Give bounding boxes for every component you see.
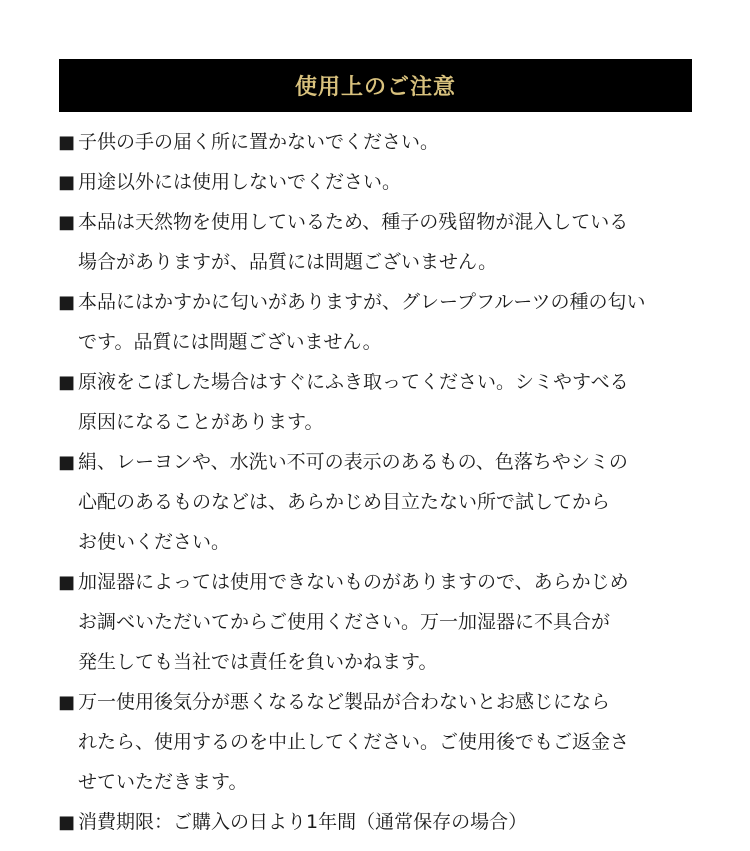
- note-text: 発生しても当社では責任を負いかねます。: [78, 651, 438, 673]
- note-text: 用途以外には使用しないでください。: [78, 171, 402, 193]
- note-text: 子供の手の届く所に置かないでください。: [78, 131, 440, 153]
- square-bullet-icon: ■: [58, 572, 76, 593]
- note-line: [58, 362, 629, 402]
- note-line: [58, 682, 610, 722]
- square-bullet-icon: ■: [58, 372, 76, 393]
- title-banner: [59, 59, 692, 112]
- note-text: 万一使用後気分が悪くなるなど製品が合わないとお感じになら: [78, 691, 611, 713]
- note-line-continued: [58, 242, 497, 282]
- note-text: 絹、レーヨンや、水洗い不可の表示のあるもの、色落ちやシミの: [78, 451, 628, 473]
- note-text: せていただきます。: [78, 771, 248, 793]
- note-text: お使いください。: [78, 531, 231, 553]
- note-text: 消費期限：ご購入の日より1年間（通常保存の場合）: [78, 811, 528, 833]
- note-text: 心配のあるものなどは、あらかじめ目立たない所で試してから: [78, 491, 611, 513]
- square-bullet-icon: ■: [58, 132, 76, 153]
- note-line-continued: [58, 762, 247, 802]
- note-text: お調べいただいてからご使用ください。万一加湿器に不具合が: [78, 611, 611, 633]
- note-line: [58, 562, 629, 602]
- page-title: 使用上のご注意: [294, 75, 456, 100]
- note-text: 場合がありますが、品質には問題ございません。: [78, 251, 498, 273]
- note-line: [58, 802, 527, 842]
- note-line-continued: [58, 322, 382, 362]
- note-line: [58, 282, 646, 322]
- note-line-continued: [58, 402, 323, 442]
- note-text: 加湿器によっては使用できないものがありますので、あらかじめ: [78, 571, 629, 593]
- note-line-continued: [58, 722, 629, 762]
- note-text: れたら、使用するのを中止してください。ご使用後でもご返金さ: [78, 731, 630, 753]
- note-line-continued: [58, 602, 610, 642]
- note-line-continued: [58, 642, 437, 682]
- square-bullet-icon: ■: [58, 292, 76, 313]
- square-bullet-icon: ■: [58, 812, 76, 833]
- note-line: [58, 202, 628, 242]
- square-bullet-icon: ■: [58, 692, 76, 713]
- note-line: [58, 442, 628, 482]
- note-line: [58, 122, 439, 162]
- note-text: 原因になることがあります。: [78, 411, 324, 433]
- note-line-continued: [58, 482, 610, 522]
- note-line: [58, 162, 401, 202]
- note-text: です。品質には問題ございません。: [78, 331, 382, 353]
- note-text: 原液をこぼした場合はすぐにふき取ってください。シミやすべる: [78, 371, 629, 393]
- note-text: 本品にはかすかに匂いがありますが、グレープフルーツの種の匂い: [78, 291, 646, 313]
- square-bullet-icon: ■: [58, 452, 76, 473]
- square-bullet-icon: ■: [58, 172, 76, 193]
- square-bullet-icon: ■: [58, 212, 76, 233]
- note-line-continued: [58, 522, 230, 562]
- note-text: 本品は天然物を使用しているため、種子の残留物が混入している: [78, 211, 629, 233]
